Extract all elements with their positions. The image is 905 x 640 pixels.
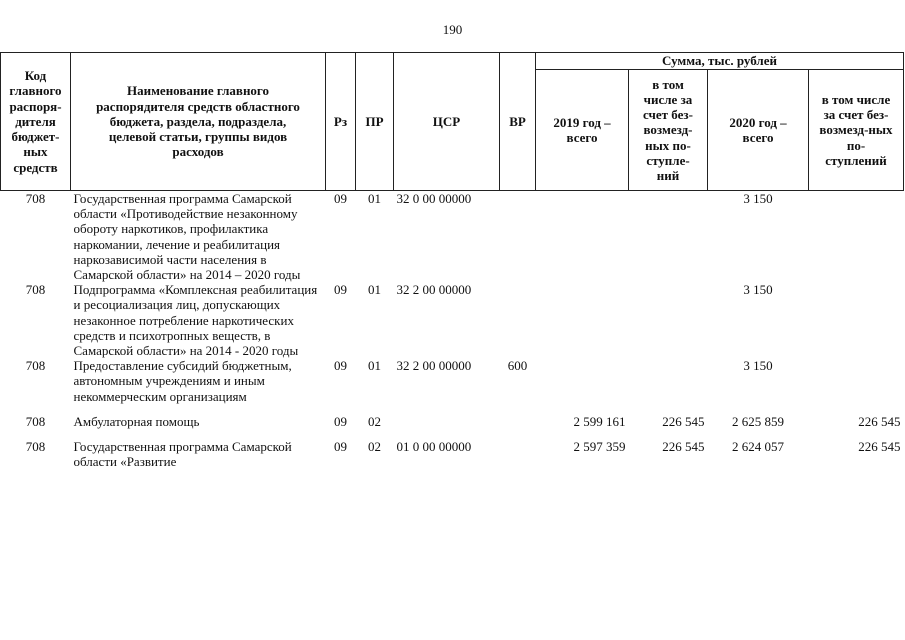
cell-2020-free — [809, 191, 904, 283]
header-sum-group: Сумма, тыс. рублей — [536, 53, 904, 70]
cell-rz: 09 — [334, 282, 347, 298]
header-2019-free: в том числе за счет без-возмезд-ных по-ступле-ний — [629, 70, 708, 191]
header-name: Наименование главного распорядителя средств областного бюджета, раздела, подраздела, целевой статьи, группы видов расходов — [71, 53, 326, 191]
cell-rz: 09 — [334, 439, 347, 455]
cell-csr: 32 2 00 00000 — [396, 358, 472, 374]
cell-2020-free: 226 545 — [858, 439, 901, 455]
cell-2020-free: 226 545 — [858, 413, 901, 429]
cell-2019-free — [629, 191, 708, 283]
cell-2020-free — [809, 282, 904, 358]
cell-rz: 09 — [334, 191, 347, 206]
cell-2020-total: 2 625 859 — [732, 413, 784, 429]
cell-2020-free — [809, 358, 904, 404]
cell-2019-free: 226 545 — [662, 439, 705, 455]
header-2020-total: 2020 год – всего — [708, 70, 809, 191]
cell-2019-free — [629, 358, 708, 404]
cell-csr — [394, 404, 500, 429]
cell-2019-total: 2 599 161 — [573, 413, 626, 429]
cell-vr: 600 — [507, 358, 528, 374]
header-row-top — [1, 53, 904, 70]
cell-name: Государственная программа Самарской области «Противодействие незаконному обороту наркотиков, профилактика наркомании, лечение и реабилитация наркозависимой части населения в Самарской области» на 2014 – 2020 годы — [73, 191, 301, 283]
budget-table — [0, 52, 904, 469]
cell-2019-total — [536, 282, 629, 358]
cell-code: 708 — [25, 413, 46, 429]
cell-2019-total — [536, 191, 629, 283]
cell-2020-total: 2 624 057 — [732, 439, 784, 455]
table-row — [1, 282, 904, 358]
cell-vr — [500, 191, 536, 283]
cell-rz: 09 — [334, 358, 347, 374]
cell-pr: 01 — [368, 358, 381, 374]
cell-pr: 02 — [368, 439, 381, 455]
cell-pr: 01 — [368, 282, 381, 298]
cell-rz: 09 — [334, 413, 347, 429]
cell-2019-free: 226 545 — [662, 413, 705, 429]
cell-name: Предоставление субсидий бюджетным, автономным учреждениям и иным некоммерческим организациям — [73, 358, 292, 404]
cell-pr: 02 — [368, 413, 381, 429]
cell-csr: 32 0 00 00000 — [396, 191, 472, 206]
header-pr: ПР — [356, 53, 394, 191]
cell-name: Амбулаторная помощь — [73, 413, 200, 429]
header-code: Код главного распоря- дителя бюджет- ных средств — [1, 53, 71, 191]
cell-name: Государственная программа Самарской области «Развитие — [73, 439, 292, 470]
cell-2020-total: 3 150 — [743, 282, 773, 298]
cell-2019-free — [629, 282, 708, 358]
cell-code: 708 — [25, 191, 46, 206]
header-rz: Рз — [326, 53, 356, 191]
cell-2019-total: 2 597 359 — [573, 439, 626, 455]
cell-name: Подпрограмма «Комплексная реабилитация и ресоциализация лиц, допускающих незаконное потребление наркотических средств и психотропных веществ, в Самарской области» на 2014 - 2020 годы — [73, 282, 318, 359]
cell-csr: 01 0 00 00000 — [396, 439, 472, 455]
cell-csr: 32 2 00 00000 — [396, 282, 472, 298]
header-vr: ВР — [500, 53, 536, 191]
header-2019-total: 2019 год – всего — [536, 70, 629, 191]
cell-2019-total — [536, 358, 629, 404]
table-row — [1, 191, 904, 283]
cell-2020-total: 3 150 — [743, 358, 773, 374]
cell-pr: 01 — [368, 191, 381, 206]
table-row — [1, 404, 904, 429]
table-row — [1, 358, 904, 404]
cell-vr — [500, 429, 536, 469]
table-row — [1, 429, 904, 469]
header-2020-free: в том числе за счет без-возмезд-ных по-ступлений — [809, 70, 904, 191]
header-csr: ЦСР — [394, 53, 500, 191]
cell-2020-total: 3 150 — [743, 191, 773, 206]
cell-code: 708 — [25, 358, 46, 374]
cell-vr — [500, 404, 536, 429]
cell-code: 708 — [25, 439, 46, 455]
cell-vr — [500, 282, 536, 358]
page-number: 190 — [442, 22, 463, 37]
cell-code: 708 — [25, 282, 46, 298]
